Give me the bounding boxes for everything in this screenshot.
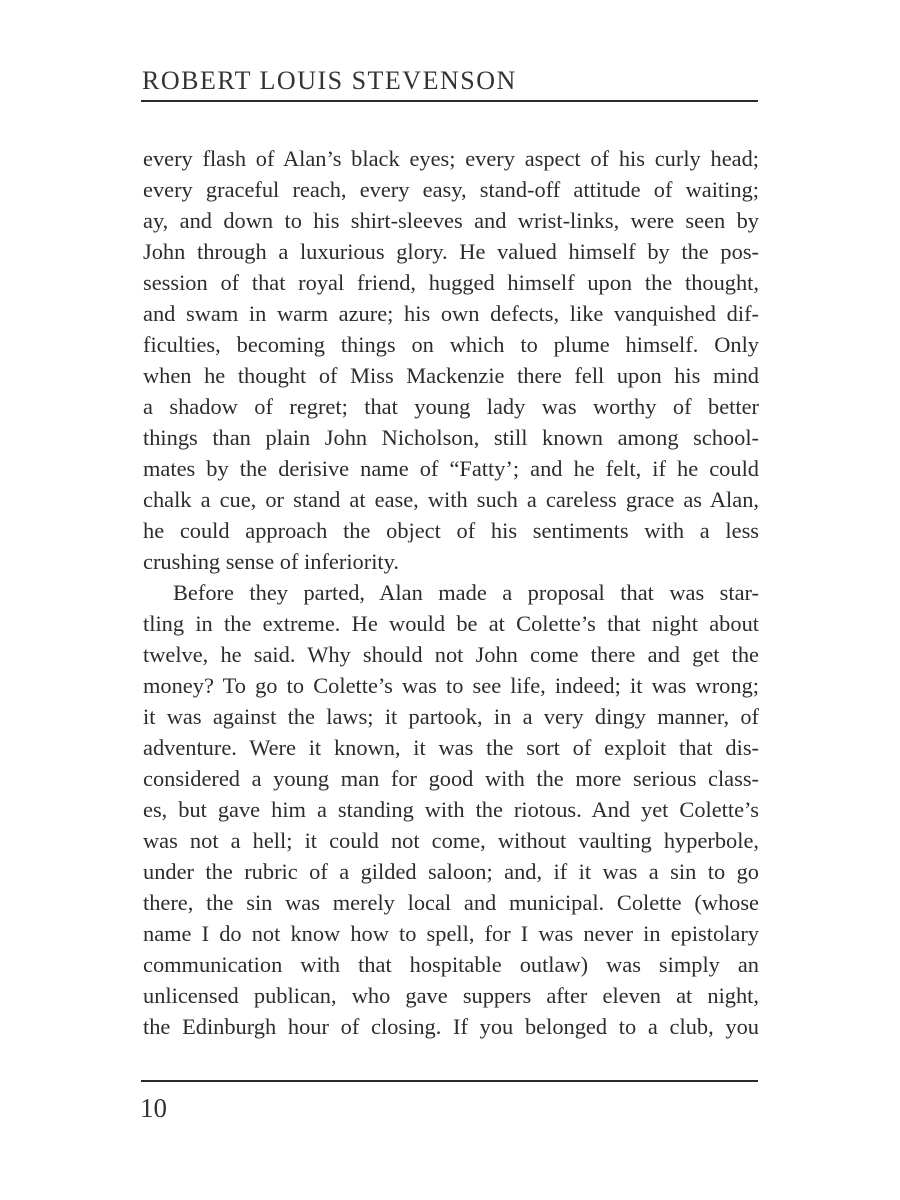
text-line: twelve, he said. Why should not John come there and get the bbox=[143, 642, 759, 667]
text-line: it was against the laws; it partook, in a very dingy manner, of bbox=[143, 704, 759, 729]
text-line: and swam in warm azure; his own defects, like vanquished dif- bbox=[143, 301, 759, 326]
text-line: mates by the derisive name of “Fatty’; and he felt, if he could bbox=[143, 456, 759, 481]
running-head: ROBERT LOUIS STEVENSON bbox=[142, 66, 517, 95]
text-line: crushing sense of inferiority. bbox=[143, 549, 399, 574]
text-line: he could approach the object of his sentiments with a less bbox=[143, 518, 759, 543]
text-line: communication with that hospitable outlaw) was simply an bbox=[143, 952, 759, 977]
text-line: session of that royal friend, hugged himself upon the thought, bbox=[143, 270, 759, 295]
text-line: ficulties, becoming things on which to plume himself. Only bbox=[143, 332, 759, 357]
text-line: es, but gave him a standing with the riotous. And yet Colette’s bbox=[143, 797, 759, 822]
text-line: there, the sin was merely local and municipal. Colette (whose bbox=[143, 890, 759, 915]
paragraph-2 bbox=[143, 577, 759, 1042]
text-line: tling in the extreme. He would be at Colette’s that night about bbox=[143, 611, 759, 636]
text-line: ay, and down to his shirt-sleeves and wrist-links, were seen by bbox=[143, 208, 759, 233]
text-line: when he thought of Miss Mackenzie there fell upon his mind bbox=[143, 363, 759, 388]
text-line: chalk a cue, or stand at ease, with such a careless grace as Alan, bbox=[143, 487, 759, 512]
text-line: every graceful reach, every easy, stand-off attitude of waiting; bbox=[143, 177, 759, 202]
paragraph-1 bbox=[143, 143, 759, 577]
page-number: 10 bbox=[140, 1093, 167, 1123]
text-line: name I do not know how to spell, for I was never in epistolary bbox=[143, 921, 759, 946]
text-line: considered a young man for good with the more serious class- bbox=[143, 766, 759, 791]
text-line: every flash of Alan’s black eyes; every aspect of his curly head; bbox=[143, 146, 759, 171]
text-line: under the rubric of a gilded saloon; and, if it was a sin to go bbox=[143, 859, 759, 884]
text-line: things than plain John Nicholson, still known among school- bbox=[143, 425, 759, 450]
header-rule bbox=[141, 100, 758, 102]
text-line: the Edinburgh hour of closing. If you belonged to a club, you bbox=[143, 1014, 759, 1039]
footer-rule bbox=[141, 1080, 758, 1082]
text-line: Before they parted, Alan made a proposal that was star- bbox=[173, 580, 759, 605]
text-block bbox=[143, 143, 759, 1042]
text-line: John through a luxurious glory. He valued himself by the pos- bbox=[143, 239, 759, 264]
text-line: was not a hell; it could not come, without vaulting hyperbole, bbox=[143, 828, 759, 853]
text-line: unlicensed publican, who gave suppers after eleven at night, bbox=[143, 983, 759, 1008]
text-line: adventure. Were it known, it was the sort of exploit that dis- bbox=[143, 735, 759, 760]
text-line: money? To go to Colette’s was to see life, indeed; it was wrong; bbox=[143, 673, 759, 698]
text-line: a shadow of regret; that young lady was worthy of better bbox=[143, 394, 759, 419]
